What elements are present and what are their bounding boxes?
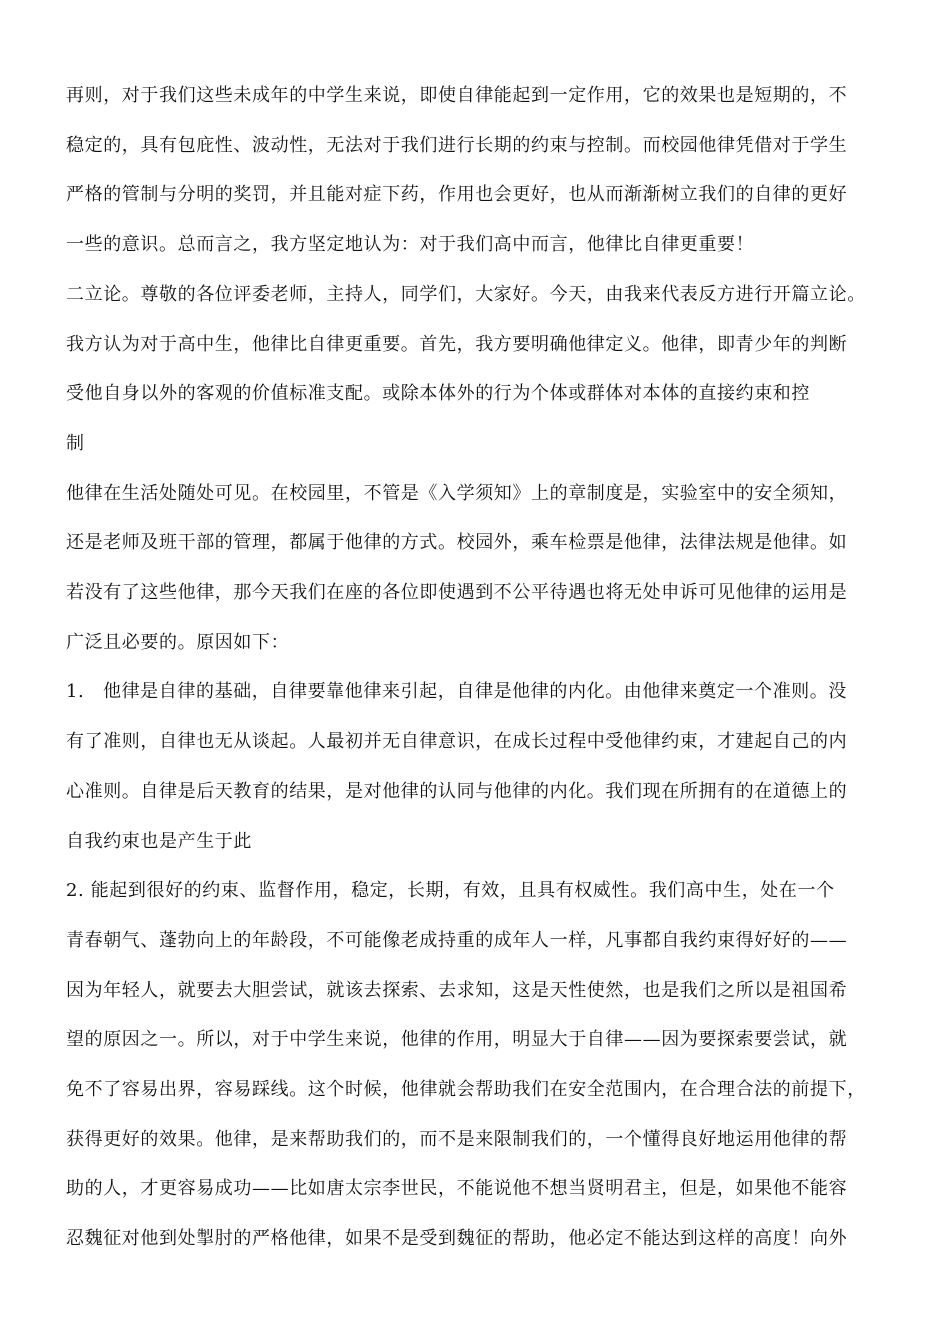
text-line: 我方认为对于高中生，他律比自律更重要。首先，我方要明确他律定义。他律，即青少年的判断 xyxy=(66,334,848,355)
text-line: 1. 他律是自律的基础，自律要靠他律来引起，自律是他律的内化。由他律来奠定一个准则。没 xyxy=(66,681,847,702)
text-line: 还是老师及班干部的管理，都属于他律的方式。校园外，乘车检票是他律，法律法规是他律。如 xyxy=(66,532,848,553)
text-line: 心准则。自律是后天教育的结果，是对他律的认同与他律的内化。我们现在所拥有的在道德上的 xyxy=(66,781,848,802)
text-line: 稳定的，具有包庇性、波动性，无法对于我们进行长期的约束与控制。而校园他律凭借对于学生 xyxy=(66,135,848,156)
text-line: 获得更好的效果。他律，是来帮助我们的，而不是来限制我们的，一个懂得良好地运用他律的帮 xyxy=(66,1129,848,1150)
text-line: 望的原因之一。所以，对于中学生来说，他律的作用，明显大于自律——因为要探索要尝试，就 xyxy=(66,1029,848,1050)
text-line: 有了准则，自律也无从谈起。人最初并无自律意识，在成长过程中受他律约束，才建起自己的内 xyxy=(66,731,848,752)
text-line: 忍魏征对他到处掣肘的严格他律，如果不是受到魏征的帮助，他必定不能达到这样的高度！向外 xyxy=(66,1228,848,1249)
text-line: 再则，对于我们这些未成年的中学生来说，即使自律能起到一定作用，它的效果也是短期的，不 xyxy=(66,85,848,106)
text-line: 自我约束也是产生于此 xyxy=(66,831,252,852)
text-line: 受他自身以外的客观的价值标准支配。或除本体外的行为个体或群体对本体的直接约束和控 xyxy=(66,383,810,404)
text-line: 严格的管制与分明的奖罚，并且能对症下药，作用也会更好，也从而渐渐树立我们的自律的更好 xyxy=(66,184,848,205)
text-line: 制 xyxy=(66,433,85,454)
text-line: 一些的意识。总而言之，我方坚定地认为：对于我们高中而言，他律比自律更重要！ xyxy=(66,234,755,255)
text-line: 助的人，才更容易成功——比如唐太宗李世民，不能说他不想当贤明君主，但是，如果他不能容 xyxy=(66,1178,848,1199)
text-line: 若没有了这些他律，那今天我们在座的各位即使遇到不公平待遇也将无处申诉可见他律的运用是 xyxy=(66,582,848,603)
text-line: 广泛且必要的。原因如下： xyxy=(66,632,290,653)
text-line: 他律在生活处随处可见。在校园里，不管是《入学须知》上的章制度是，实验室中的安全须知， xyxy=(66,483,848,504)
text-line: 二立论。尊敬的各位评委老师，主持人，同学们，大家好。今天，由我来代表反方进行开篇立论。 xyxy=(66,284,866,305)
text-line: 免不了容易出界，容易踩线。这个时候，他律就会帮助我们在安全范围内，在合理合法的前提下， xyxy=(66,1079,866,1100)
text-line: 因为年轻人，就要去大胆尝试，就该去探索、去求知，这是天性使然，也是我们之所以是祖国希 xyxy=(66,980,848,1001)
text-line: 2. 能起到很好的约束、监督作用，稳定，长期，有效，且具有权威性。我们高中生，处在一个 xyxy=(66,880,835,901)
text-line: 青春朝气、蓬勃向上的年龄段，不可能像老成持重的成年人一样，凡事都自我约束得好好的—— xyxy=(66,930,848,951)
